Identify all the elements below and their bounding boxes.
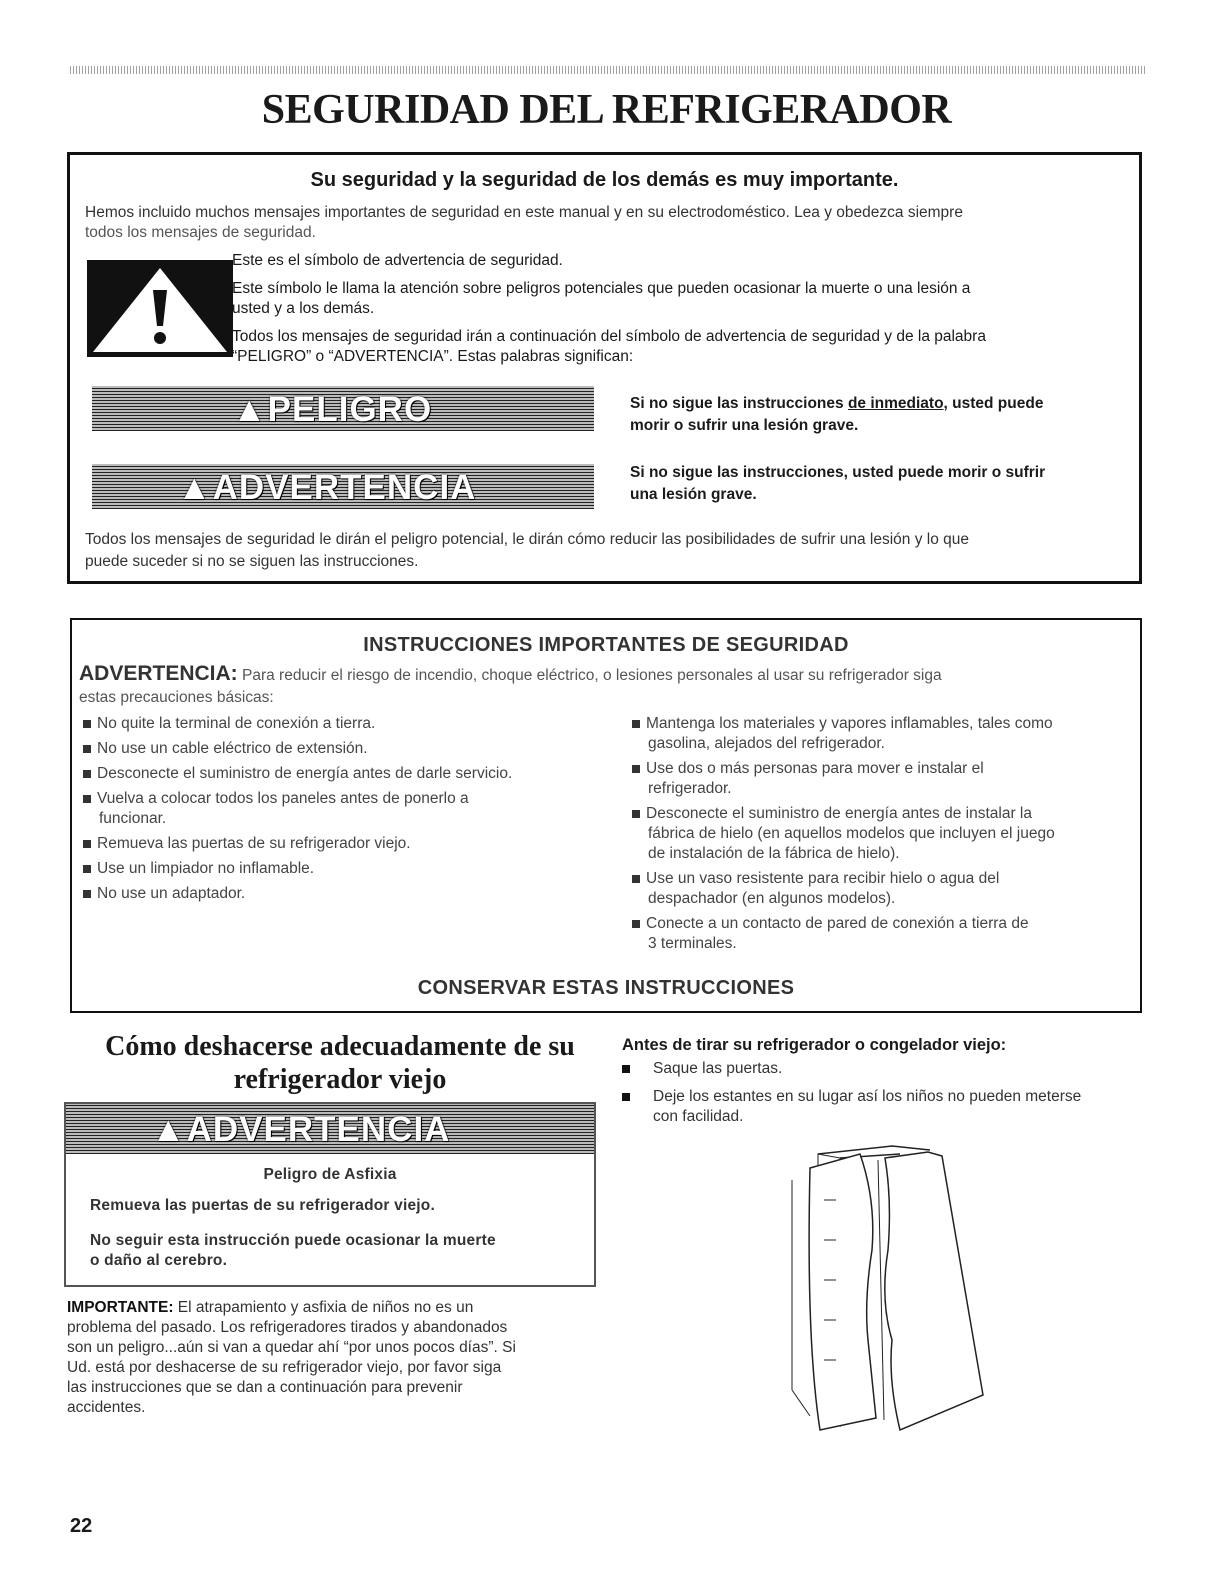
bullet-icon [83,795,91,803]
warning-triangle-icon [87,260,233,357]
list-item-text: refrigerador. [648,780,732,797]
disposal-title: Cómo deshacerse adecuadamente de su refrigerador viejo [105,1031,575,1095]
safety-heading: Su seguridad y la seguridad de los demás es muy importante. [310,169,899,191]
list-item [97,714,375,734]
list-item-text: No use un adaptador. [97,885,246,902]
list-item [97,859,314,879]
bullet-icon [622,1093,630,1101]
symbol-text: Todos los mensajes de seguridad irán a continuación del símbolo de advertencia de seguridad y de la palabra [232,328,986,345]
instructions-warning: estas precauciones básicas: [79,689,274,706]
warning-meaning: una lesión grave. [630,486,757,503]
list-item-text: fábrica de hielo (en aquellos modelos que incluyen el juego [648,825,1055,842]
list-item-text: Deje los estantes en su lugar así los niños no pueden meterse [653,1088,1082,1105]
danger-meaning: morir o sufrir una lesión grave. [630,417,859,434]
warning-label: ▲ADVERTENCIA [151,1110,451,1149]
list-item-text: Vuelva a colocar todos los paneles antes de ponerlo a [97,790,469,807]
list-item-text: No quite la terminal de conexión a tierra. [97,715,376,732]
list-item [97,884,245,904]
symbol-text: usted y a los demás. [232,300,375,317]
intro-line: todos los mensajes de seguridad. [85,224,316,241]
hazard-text: No seguir esta instrucción puede ocasionar la muerte [90,1232,496,1249]
bullet-icon [632,875,640,883]
list-item [646,869,999,909]
page-title: SEGURIDAD DEL REFRIGERADOR [261,87,952,133]
list-item [646,714,1053,754]
asphyxia-warning-box [64,1102,596,1287]
intro-line: Hemos incluido muchos mensajes importantes de seguridad en este manual y en su electrodoméstico. Lea y obedezca siempre [85,204,963,221]
bullet-icon [83,890,91,898]
list-item-text: Desconecte el suministro de energía antes de darle servicio. [97,765,513,782]
important-paragraph [67,1298,607,1418]
list-item [646,804,1055,864]
instructions-heading: INSTRUCCIONES IMPORTANTES DE SEGURIDAD [363,634,849,656]
instructions-footer: CONSERVAR ESTAS INSTRUCCIONES [417,977,795,999]
list-item-text: funcionar. [99,810,167,827]
list-item-text: Remueva las puertas de su refrigerador viejo. [97,835,411,852]
closing-text: puede suceder si no se siguen las instrucciones. [85,553,419,570]
refrigerator-illustration [780,1140,990,1432]
symbol-text: Este es el símbolo de advertencia de seguridad. [232,252,563,269]
bullet-icon [632,810,640,818]
list-item-text: Saque las puertas. [653,1060,783,1077]
list-item [646,759,984,799]
important-text: IMPORTANTE: El atrapamiento y asfixia de niños no es un problema del pasado. Los refrigeradores tirados y abandonados son un peligro...aún si van a quedar ahí “por unos pocos días”. Si Ud. está por deshacerse de su refrigerador viejo, por favor siga las instrucciones que se dan a continuación para prevenir accidentes. [67,1299,516,1416]
hazard-text: Remueva las puertas de su refrigerador viejo. [90,1197,435,1214]
bullet-icon [622,1065,630,1073]
hazard-text: o daño al cerebro. [90,1252,228,1269]
list-item-text: No use un cable eléctrico de extensión. [97,740,368,757]
symbol-text: “PELIGRO” o “ADVERTENCIA”. Estas palabras significan: [232,348,634,365]
warning-label: ▲ADVERTENCIA [177,468,477,507]
bullet-icon [83,720,91,728]
list-item [97,834,411,854]
top-rule [70,66,1145,74]
bullet-icon [83,865,91,873]
list-item-text: Use un limpiador no inflamable. [97,860,315,877]
safety-box [67,152,1142,584]
symbol-text: Este símbolo le llama la atención sobre peligros potenciales que pueden ocasionar la muerte o una lesión a [232,280,971,297]
before-heading: Antes de tirar su refrigerador o congelador viejo: [622,1036,1007,1054]
list-item [97,739,368,759]
instructions-box [70,618,1142,1013]
warning-banner [92,464,594,509]
list-item-text: con facilidad. [653,1108,744,1125]
danger-meaning: Si no sigue las instrucciones de inmediato, usted puede [630,395,1044,412]
list-item-text: Desconecte el suministro de energía antes de instalar la [646,805,1032,822]
warning-meaning: Si no sigue las instrucciones, usted puede morir o sufrir [630,464,1046,481]
bullet-icon [632,920,640,928]
instructions-warning: ADVERTENCIA: Para reducir el riesgo de incendio, choque eléctrico, o lesiones personales al usar su refrigerador siga [79,662,942,685]
list-item-text: despachador (en algunos modelos). [648,890,896,907]
list-item [646,914,1029,954]
hazard-title: Peligro de Asfixia [263,1166,397,1183]
list-item [97,789,469,829]
list-item [653,1087,1081,1127]
list-item-text: de instalación de la fábrica de hielo). [648,845,900,862]
list-item-text: Conecte a un contacto de pared de conexión a tierra de [646,915,1029,932]
bullet-icon [632,720,640,728]
closing-text: Todos los mensajes de seguridad le dirán el peligro potencial, le dirán cómo reducir las posibilidades de sufrir una lesión y lo que [85,531,970,548]
page-number: 22 [70,1515,93,1537]
bullet-icon [632,765,640,773]
list-item [653,1059,782,1079]
warning-banner [66,1104,594,1154]
bullet-icon [83,840,91,848]
list-item [97,764,512,784]
list-item-text: Use un vaso resistente para recibir hielo o agua del [646,870,1000,887]
list-item-text: gasolina, alejados del refrigerador. [648,735,885,752]
list-item-text: 3 terminales. [648,935,737,952]
bullet-icon [83,770,91,778]
bullet-icon [83,745,91,753]
danger-label: ▲PELIGRO [232,390,433,429]
list-item-text: Mantenga los materiales y vapores inflamables, tales como [646,715,1053,732]
danger-banner [92,386,594,431]
list-item-text: Use dos o más personas para mover e instalar el [646,760,984,777]
